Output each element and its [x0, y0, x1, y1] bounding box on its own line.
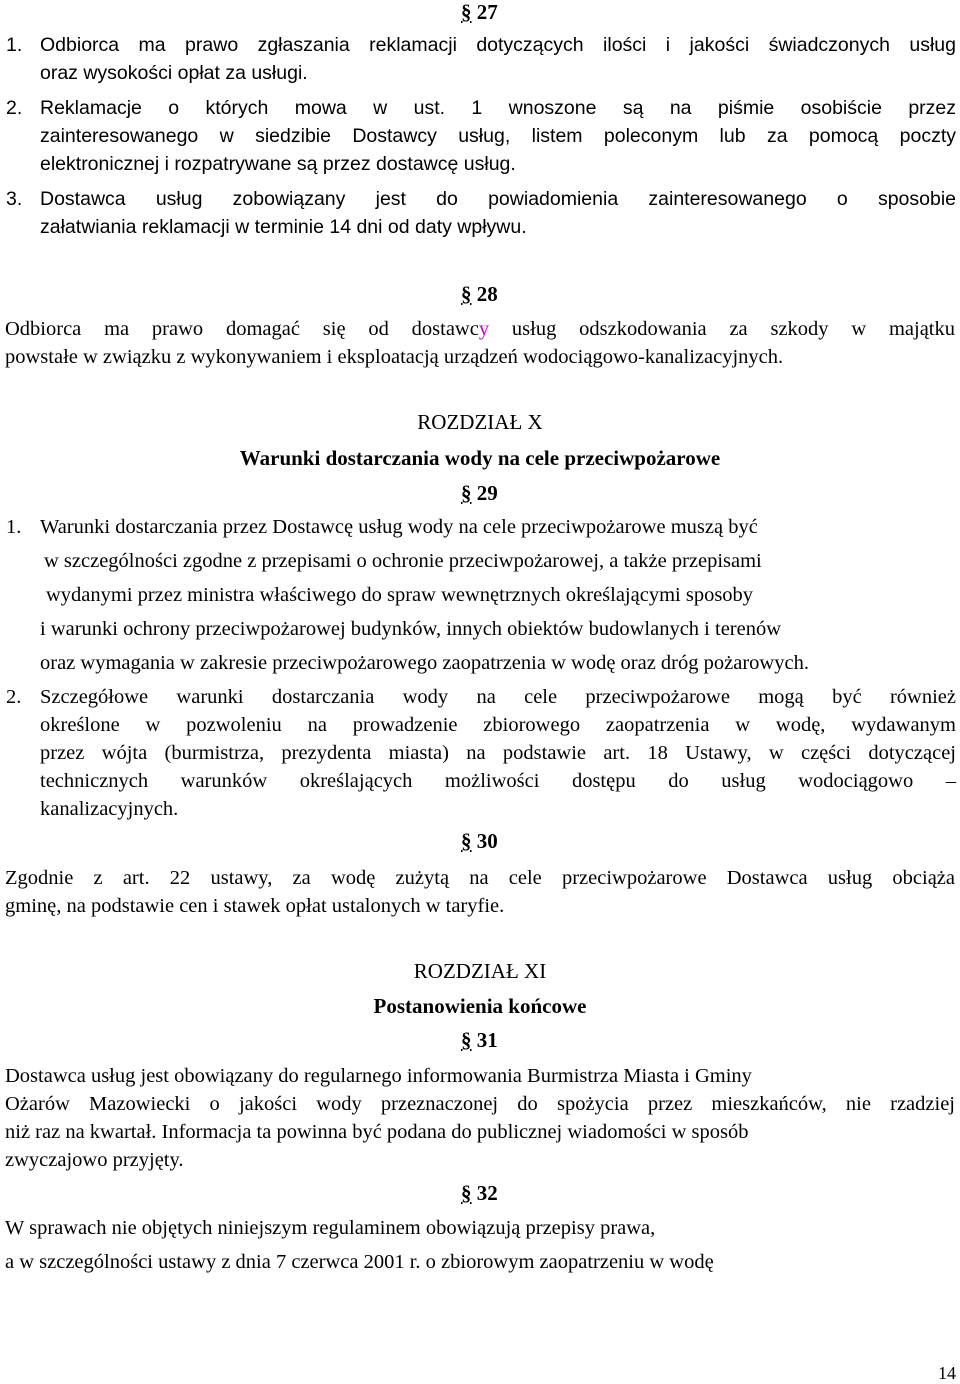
text-line: Dostawca usług zobowiązany jest do powiadomienia zainteresowanego o sposobie — [40, 188, 956, 210]
text-line: Ożarów Mazowiecki o jakości wody przeznaczonej do spożycia przez mieszkańców, nie rzadziej — [5, 1093, 955, 1115]
item-number: 2. — [6, 686, 22, 708]
text-line: Zgodnie z art. 22 ustawy, za wodę zużytą na cele przeciwpożarowe Dostawca usług obciąża — [5, 867, 955, 889]
item-number: 3. — [6, 188, 23, 210]
text-line: wydanymi przez ministra właściwego do spraw wewnętrznych określającymi sposoby — [46, 584, 754, 606]
text-line: oraz wymagania w zakresie przeciwpożarowego zaopatrzenia w wodę oraz dróg pożarowych. — [40, 652, 809, 674]
section-30-heading — [461, 829, 498, 854]
text-line: oraz wysokości opłat za usługi. — [40, 62, 308, 84]
chapter-10-title: ROZDZIAŁ X — [417, 410, 543, 434]
text-line: niż raz na kwartał. Informacja ta powinna być podana do publicznej wiadomości w sposób — [5, 1121, 749, 1143]
paragraph-sign: § — [461, 282, 472, 306]
text-line: technicznych warunków określających możliwości dostępu do usług wodociągowo – — [40, 770, 956, 792]
section-number: 28 — [476, 282, 498, 306]
text-line: Odbiorca ma prawo zgłaszania reklamacji dotyczących ilości i jakości świadczonych usług — [40, 34, 956, 56]
paragraph-sign: § — [461, 1181, 472, 1205]
text-line: a w szczególności ustawy z dnia 7 czerwca 2001 r. o zbiorowym zaopatrzeniu w wodę — [5, 1251, 714, 1273]
text-line: przez wójta (burmistrza, prezydenta miasta) na podstawie art. 18 Ustawy, w części dotyczącej — [40, 742, 956, 764]
text-line: Dostawca usług jest obowiązany do regularnego informowania Burmistrza Miasta i Gminy — [5, 1065, 752, 1087]
section-28-body — [5, 315, 955, 371]
text-line: kanalizacyjnych. — [40, 798, 179, 820]
text-line: określone w pozwoleniu na prowadzenie zbiorowego zaopatrzenia w wodę, wydawanym — [40, 714, 956, 736]
text-line: zwyczajowo przyjęty. — [5, 1149, 184, 1171]
section-27-heading — [461, 0, 498, 25]
text-line: Warunki dostarczania przez Dostawcę usług wody na cele przeciwpożarowe muszą być — [40, 516, 758, 538]
text-line: Reklamacje o których mowa w ust. 1 wnoszone są na piśmie osobiście przez — [40, 97, 956, 119]
text-line: elektronicznej i rozpatrywane są przez dostawcę usług. — [40, 153, 516, 175]
page-number: 14 — [938, 1363, 956, 1383]
text-line: W sprawach nie objętych niniejszym regulaminem obowiązują przepisy prawa, — [5, 1217, 656, 1239]
text-line: powstałe w związku z wykonywaniem i eksploatacją urządzeń wodociągowo-kanalizacyjnych. — [5, 346, 784, 368]
paragraph-sign: § — [461, 481, 472, 505]
section-28-heading — [461, 282, 498, 307]
section-32-heading — [461, 1181, 498, 1206]
text-line — [5, 315, 955, 343]
section-29-heading — [461, 481, 498, 506]
text-line: Szczegółowe warunki dostarczania wody na cele przeciwpożarowe mogą być również — [40, 686, 956, 708]
text-line: gminę, na podstawie cen i stawek opłat ustalonych w taryfie. — [5, 895, 505, 917]
highlighted-letter: y — [478, 318, 490, 340]
section-number: 31 — [476, 1028, 498, 1052]
chapter-11-subtitle: Postanowienia końcowe — [373, 994, 587, 1018]
text-run: Odbiorca ma prawo domagać się od dostawc — [5, 318, 479, 340]
chapter-11-title: ROZDZIAŁ XI — [413, 959, 547, 983]
text-line: i warunki ochrony przeciwpożarowej budynków, innych obiektów budowlanych i terenów — [40, 618, 782, 640]
item-number: 2. — [6, 97, 23, 119]
section-30-body — [5, 864, 955, 920]
paragraph-sign: § — [461, 0, 472, 24]
paragraph-sign: § — [461, 829, 472, 853]
text-line: załatwiania reklamacji w terminie 14 dni od daty wpływu. — [40, 216, 527, 238]
section-31-body — [5, 1062, 955, 1174]
item-number: 1. — [6, 34, 23, 56]
chapter-10-subtitle: Warunki dostarczania wody na cele przeciwpożarowe — [239, 446, 721, 470]
section-number: 27 — [476, 0, 498, 24]
section-number: 29 — [476, 481, 498, 505]
text-line: w szczególności zgodne z przepisami o ochronie przeciwpożarowej, a także przepisami — [44, 550, 762, 572]
section-number: 30 — [476, 829, 498, 853]
text-run: usług odszkodowania za szkody w majątku — [489, 318, 955, 340]
paragraph-sign: § — [461, 1028, 472, 1052]
section-31-heading — [461, 1028, 498, 1053]
text-line: zainteresowanego w siedzibie Dostawcy usług, listem poleconym lub za pomocą poczty — [40, 125, 956, 147]
section-29-item-1-number: 1. — [6, 516, 22, 538]
section-number: 32 — [476, 1181, 498, 1205]
